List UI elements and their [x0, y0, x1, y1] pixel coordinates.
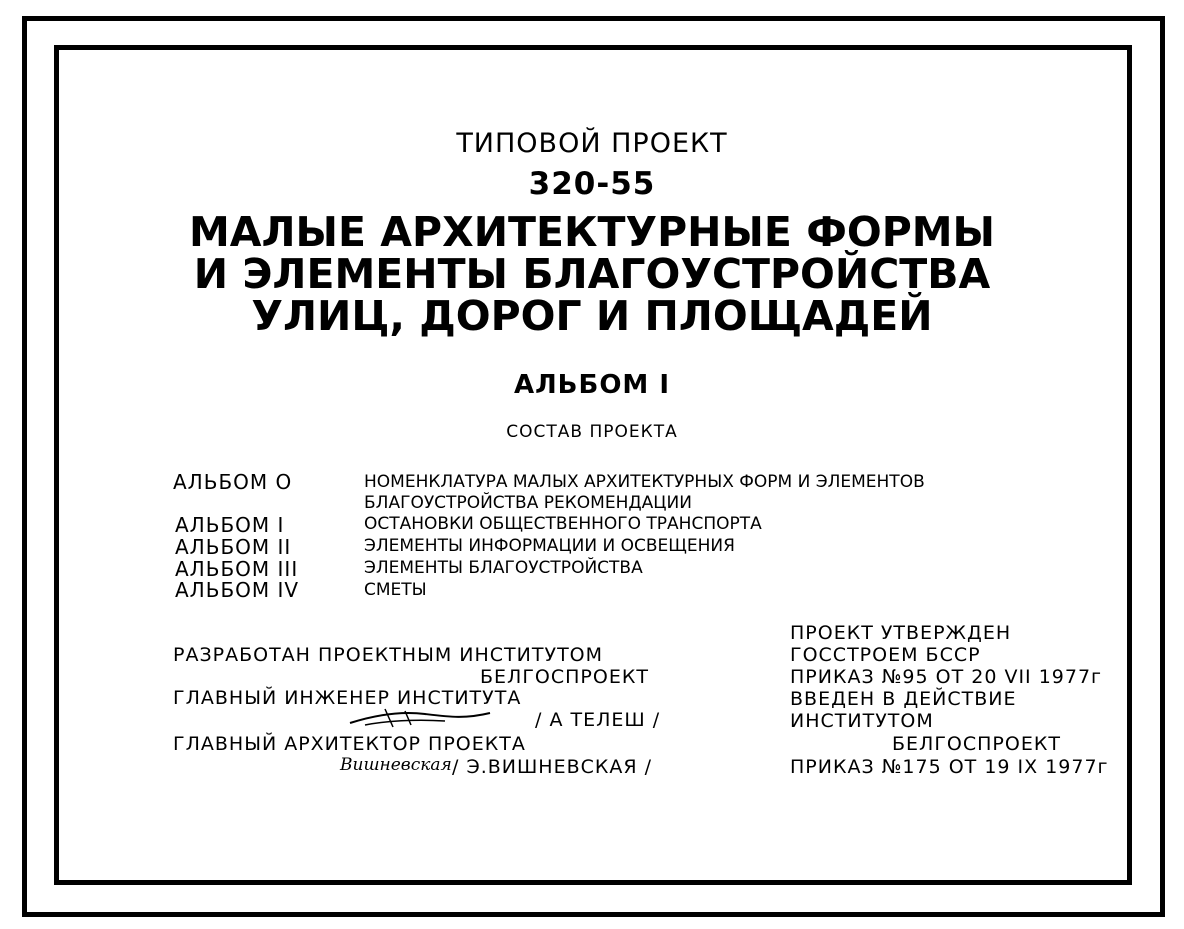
album-0-line-1: НОМЕНКЛАТУРА МАЛЫХ АРХИТЕКТУРНЫХ ФОРМ И ЭЛЕМЕНТОВ	[364, 472, 925, 492]
chief-architect-name: / Э.ВИШНЕВСКАЯ /	[452, 756, 653, 778]
approval-line-7: ПРИКАЗ №175 ОТ 19 IX 1977г	[790, 756, 1109, 778]
album-2-line-1: ЭЛЕМЕНТЫ ИНФОРМАЦИИ И ОСВЕЩЕНИЯ	[364, 536, 735, 556]
chief-engineer-title: ГЛАВНЫЙ ИНЖЕНЕР ИНСТИТУТА	[173, 687, 522, 709]
project-number: 320-55	[528, 166, 656, 202]
chief-engineer-name: / А ТЕЛЕШ /	[535, 709, 661, 731]
title-line-1: МАЛЫЕ АРХИТЕКТУРНЫЕ ФОРМЫ	[188, 208, 996, 256]
approval-line-2: ГОССТРОЕМ БССР	[790, 644, 981, 666]
approval-line-1: ПРОЕКТ УТВЕРЖДЕН	[790, 622, 1012, 644]
album-2-label: АЛЬБОМ II	[175, 535, 292, 559]
approval-line-4: ВВЕДЕН В ДЕЙСТВИЕ	[790, 688, 1017, 710]
developed-by-line: РАЗРАБОТАН ПРОЕКТНЫМ ИНСТИТУТОМ	[173, 644, 604, 666]
approval-line-3: ПРИКАЗ №95 ОТ 20 VII 1977г	[790, 666, 1103, 688]
document-type-label: ТИПОВОЙ ПРОЕКТ	[456, 128, 728, 159]
album-4-label: АЛЬБОМ IV	[175, 578, 300, 602]
title-line-3: УЛИЦ, ДОРОГ И ПЛОЩАДЕЙ	[251, 292, 933, 340]
approval-line-5: ИНСТИТУТОМ	[790, 710, 934, 732]
album-4-line-1: СМЕТЫ	[364, 580, 427, 600]
album-3-label: АЛЬБОМ III	[175, 557, 299, 581]
album-0-line-2: БЛАГОУСТРОЙСТВА РЕКОМЕНДАЦИИ	[364, 493, 692, 513]
approval-line-6: БЕЛГОСПРОЕКТ	[892, 733, 1061, 755]
chief-engineer-signature	[345, 705, 495, 731]
album-heading: АЛЬБОМ I	[513, 370, 671, 400]
composition-heading: СОСТАВ ПРОЕКТА	[506, 422, 678, 442]
album-0-label: АЛЬБОМ O	[173, 470, 293, 494]
developer-institute: БЕЛГОСПРОЕКТ	[480, 666, 649, 688]
chief-architect-title: ГЛАВНЫЙ АРХИТЕКТОР ПРОЕКТА	[173, 733, 526, 755]
album-3-line-1: ЭЛЕМЕНТЫ БЛАГОУСТРОЙСТВА	[364, 558, 643, 578]
album-1-label: АЛЬБОМ I	[175, 513, 285, 537]
chief-architect-signature: Вишневская	[340, 755, 452, 775]
title-line-2: И ЭЛЕМЕНТЫ БЛАГОУСТРОЙСТВА	[193, 250, 991, 298]
album-1-line-1: ОСТАНОВКИ ОБЩЕСТВЕННОГО ТРАНСПОРТА	[364, 514, 762, 534]
